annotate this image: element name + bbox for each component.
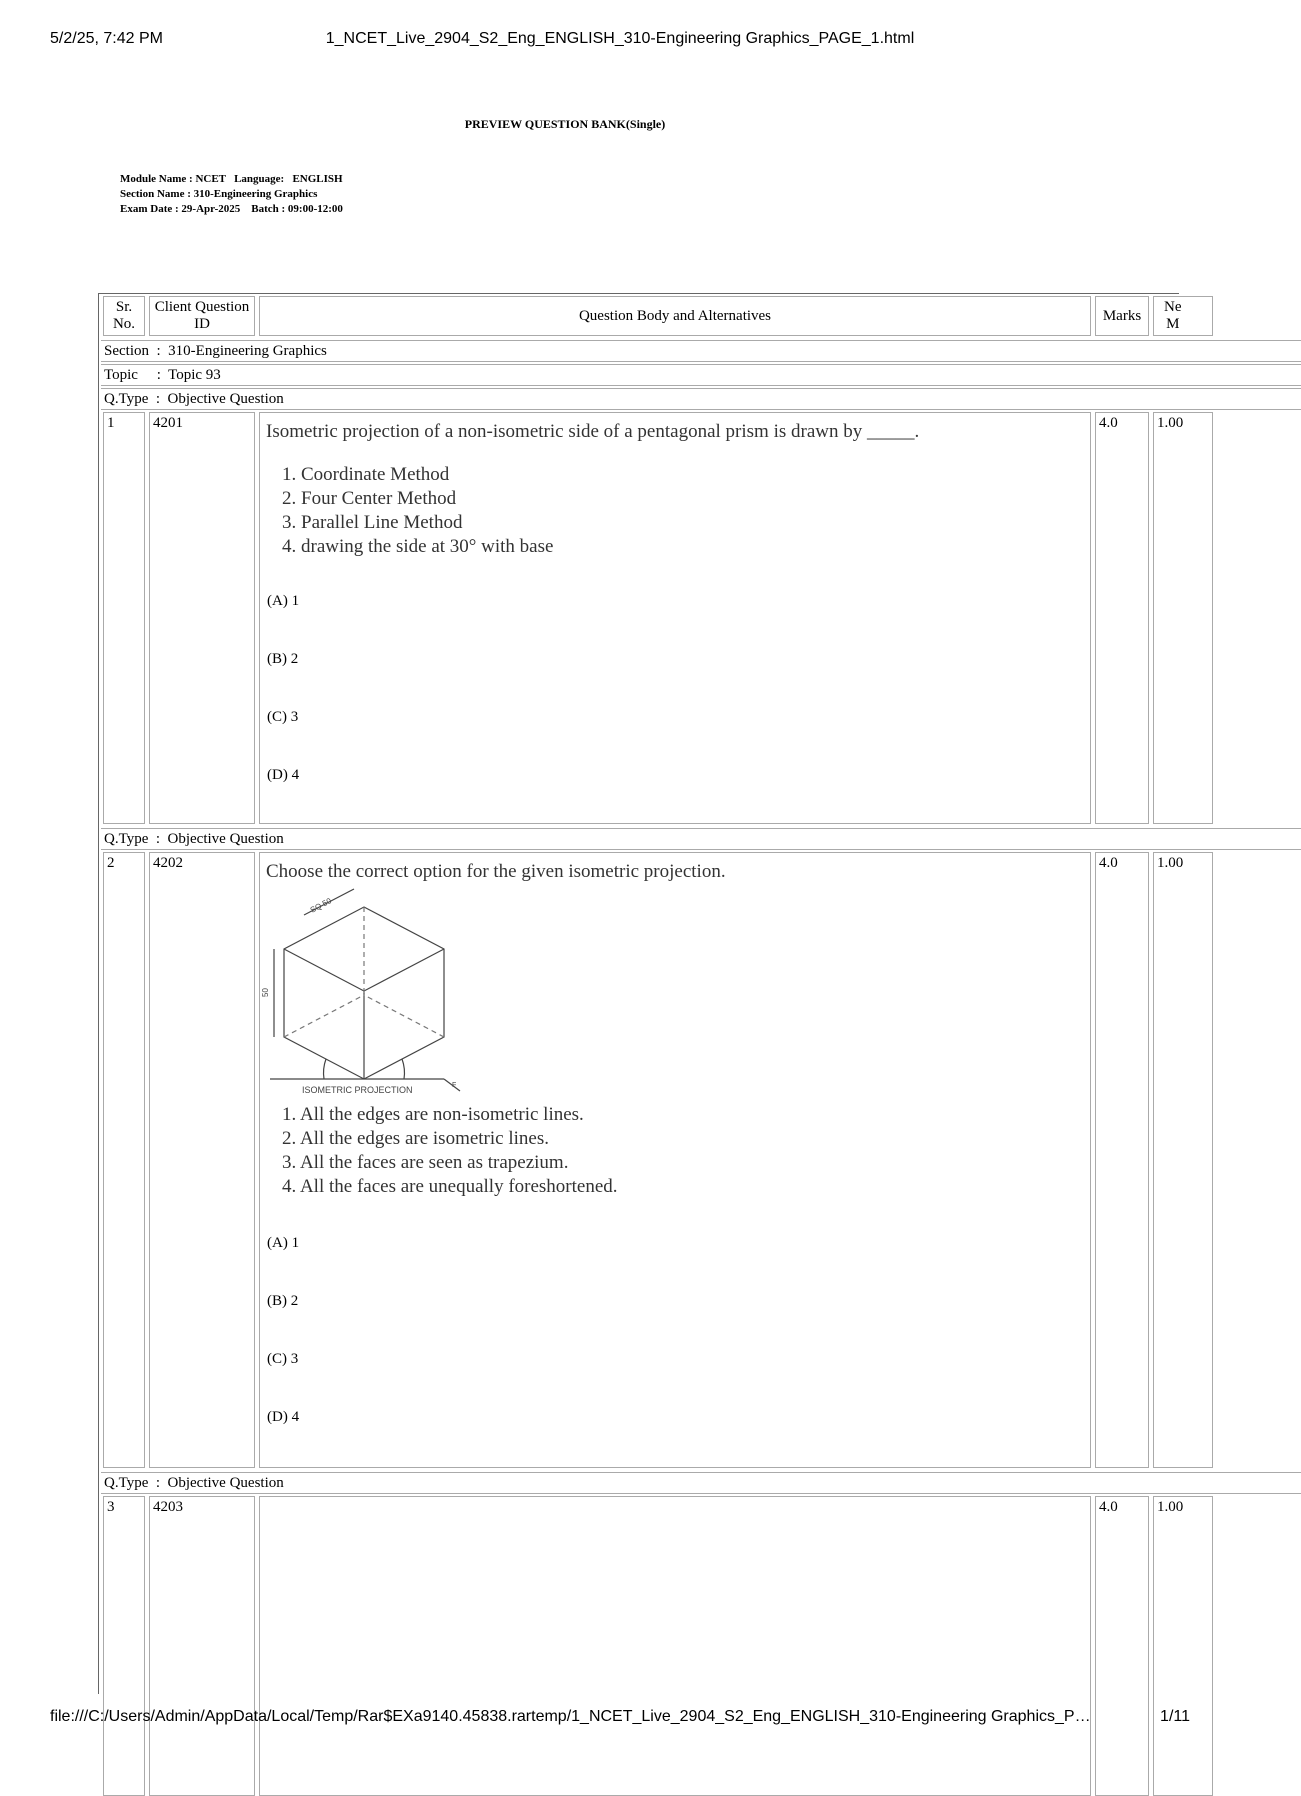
header-sr-no: Sr. No. [103, 296, 145, 336]
section-row: Section : 310-Engineering Graphics [101, 340, 1301, 362]
question-client-id: 4203 [149, 1496, 255, 1796]
question-negative-marks: 1.00 [1153, 852, 1213, 1468]
question-negative-marks: 1.00 [1153, 1496, 1213, 1796]
statement-item: 2. All the edges are isometric lines. [282, 1128, 549, 1149]
question-negative-marks: 1.00 [1153, 412, 1213, 824]
question-text: Choose the correct option for the given isometric projection. [266, 861, 726, 882]
print-datetime: 5/2/25, 7:42 PM [50, 30, 163, 47]
statement-item: 1. Coordinate Method [282, 464, 450, 485]
meta-exam-line: Exam Date : 29-Apr-2025 Batch : 09:00-12:00 [120, 203, 343, 215]
meta-module-line: Module Name : NCET Language: ENGLISH [120, 173, 343, 185]
question-statements [282, 463, 553, 559]
header-marks: Marks [1095, 296, 1149, 336]
statement-item: 4. All the faces are unequally foreshortened. [282, 1176, 618, 1197]
option-a: (A) 1 [267, 593, 300, 609]
header-question-body: Question Body and Alternatives [259, 296, 1091, 336]
qtype-row: Q.Type : Objective Question [101, 1472, 1301, 1494]
document-title: PREVIEW QUESTION BANK(Single) [464, 117, 666, 131]
figure-caption: ISOMETRIC PROJECTION [302, 1085, 413, 1095]
question-sr-no: 2 [103, 852, 145, 1468]
print-page-number: 1/11 [1160, 1708, 1190, 1725]
statement-item: 3. Parallel Line Method [282, 512, 463, 533]
figure-label-f: F [452, 1082, 457, 1089]
option-a: (A) 1 [267, 1235, 300, 1251]
print-page-title: 1_NCET_Live_2904_S2_Eng_ENGLISH_310-Engineering Graphics_PAGE_1.html [325, 30, 915, 47]
question-client-id: 4201 [149, 412, 255, 824]
question-body [259, 1496, 1091, 1796]
option-b: (B) 2 [267, 1293, 299, 1309]
option-c: (C) 3 [267, 709, 299, 725]
option-d: (D) 4 [267, 767, 300, 783]
print-file-path: file:///C:/Users/Admin/AppData/Local/Temp/Rar$EXa9140.45838.rartemp/1_NCET_Live_2904_S2_Eng_ENGLISH_310-Engineering Graphics_P… [50, 1708, 1091, 1725]
option-c: (C) 3 [267, 1351, 299, 1367]
question-body [259, 852, 1091, 1468]
question-body [259, 412, 1091, 824]
isometric-cube-figure [261, 887, 464, 1097]
statement-item: 1. All the edges are non-isometric lines. [282, 1104, 584, 1125]
statement-item: 2. Four Center Method [282, 488, 457, 509]
qtype-row: Q.Type : Objective Question [101, 388, 1301, 410]
option-d: (D) 4 [267, 1409, 300, 1425]
question-sr-no: 1 [103, 412, 145, 824]
question-table [98, 293, 1184, 1694]
header-negative-marks: Ne M [1153, 296, 1213, 336]
question-sr-no: 3 [103, 1496, 145, 1796]
exam-meta [120, 172, 343, 217]
question-marks: 4.0 [1095, 412, 1149, 824]
statement-item: 3. All the faces are seen as trapezium. [282, 1152, 569, 1173]
option-b: (B) 2 [267, 651, 299, 667]
meta-section-line: Section Name : 310-Engineering Graphics [120, 188, 318, 200]
question-marks: 4.0 [1095, 1496, 1149, 1796]
question-marks: 4.0 [1095, 852, 1149, 1468]
question-statements [282, 1103, 618, 1199]
statement-item: 4. drawing the side at 30° with base [282, 536, 554, 557]
topic-row: Topic : Topic 93 [101, 364, 1301, 386]
figure-dim-side: 50 [261, 988, 270, 997]
question-text: Isometric projection of a non-isometric side of a pentagonal prism is drawn by _____. [266, 421, 920, 442]
qtype-row: Q.Type : Objective Question [101, 828, 1301, 850]
figure-dim-top: SQ 50 [308, 896, 333, 915]
header-client-qid: Client Question ID [149, 296, 255, 336]
question-client-id: 4202 [149, 852, 255, 1468]
